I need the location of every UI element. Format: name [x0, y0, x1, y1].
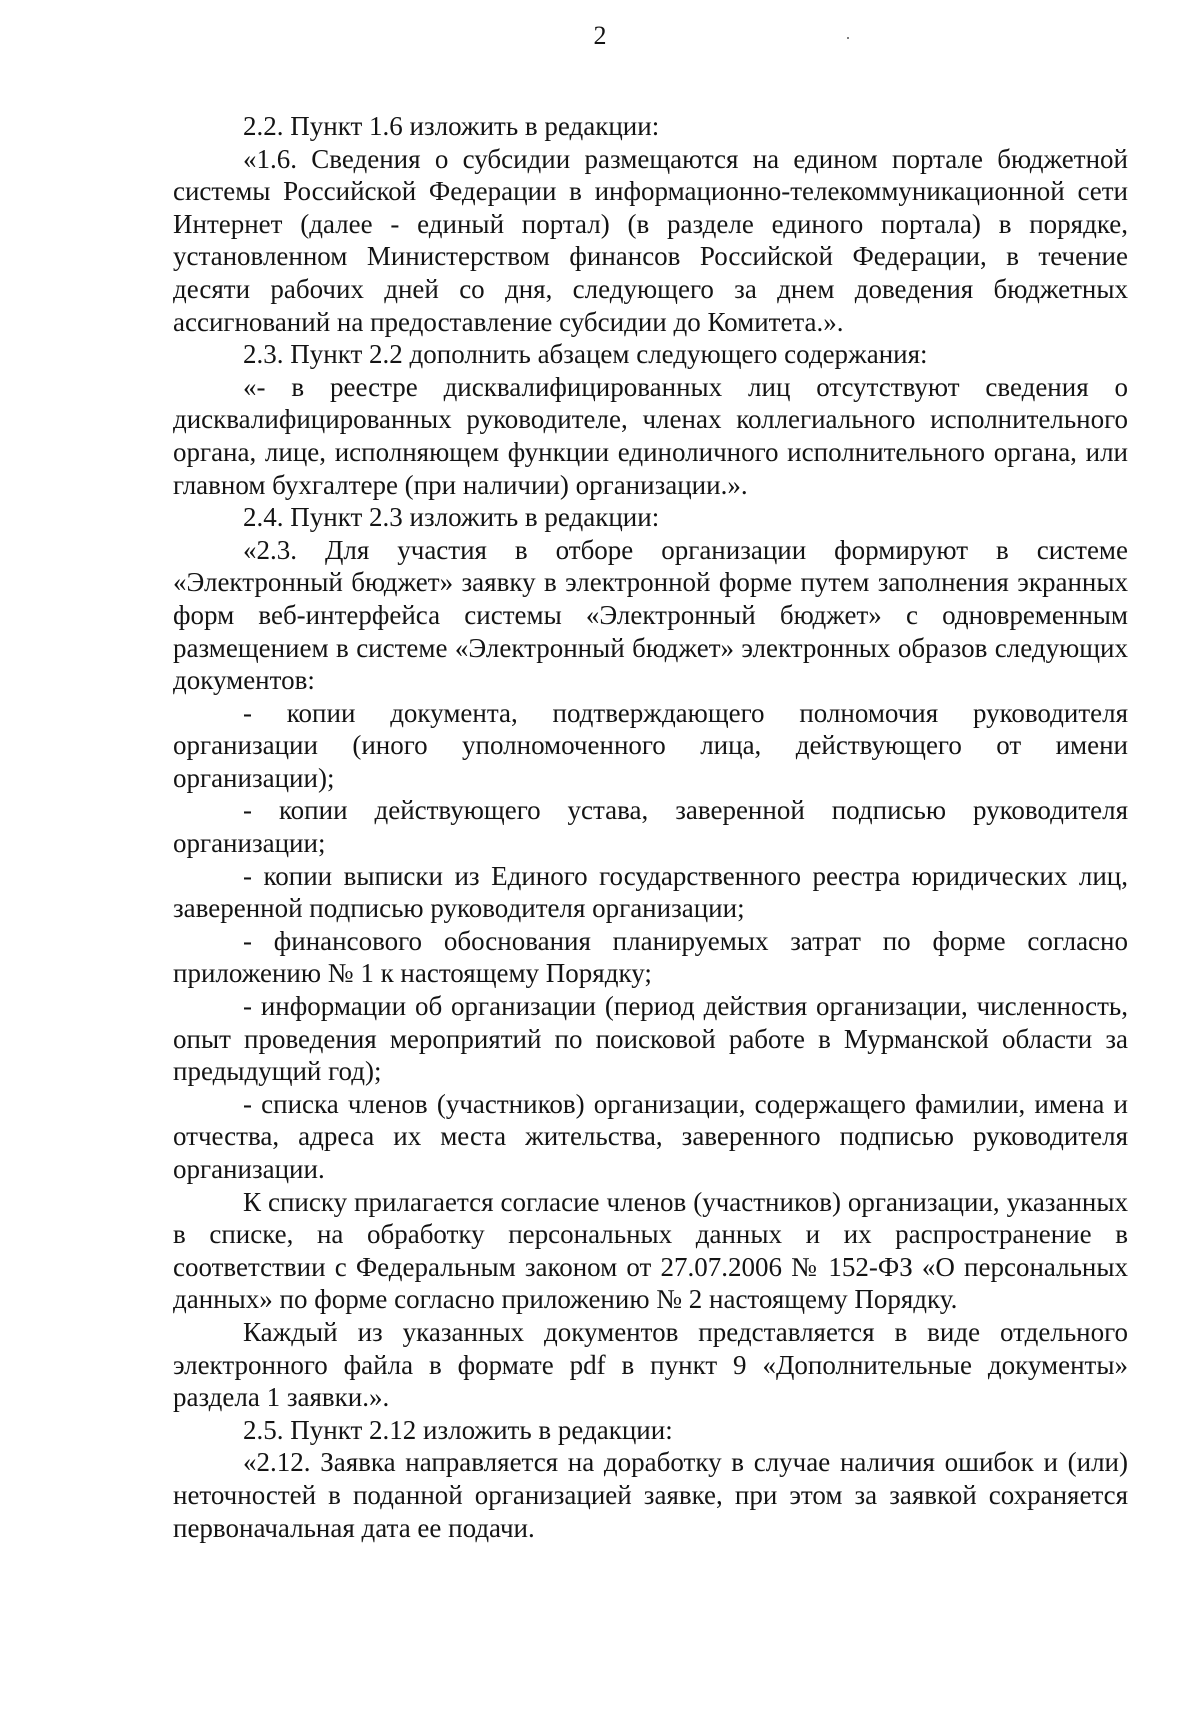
list-item-authority-document: - копии документа, подтверждающего полномочия руководителя организации (иного уполномоченного лица, действующего от имени организации); — [173, 697, 1128, 793]
list-item-financial-justification: - финансового обоснования планируемых затрат по форме согласно приложению № 1 к настоящему Порядку; — [173, 925, 1128, 989]
paragraph-2-12-text: «2.12. Заявка направляется на доработку в случае наличия ошибок и (или) неточностей в поданной организацией заявке, при этом за заявкой сохраняется первоначальная дата ее подачи. — [173, 1447, 1128, 1543]
paragraph-2-3-text: «2.3. Для участия в отборе организации формируют в системе «Электронный бюджет» заявку в электронной форме путем заполнения экранных форм веб-интерфейса системы «Электронный бюджет» с одновременным размещением в системе «Электронный бюджет» электронных образов следующих документов: — [173, 534, 1128, 696]
paragraph-disqualified-registry: «- в реестре дисквалифицированных лиц отсутствуют сведения о дисквалифицированных руководителе, членах коллегиального исполнительного органа, лице, исполняющем функции единоличного исполнительного органа, или главном бухгалтере (при наличии) организации.». — [173, 371, 1128, 500]
paragraph-2-3-heading: 2.3. Пункт 2.2 дополнить абзацем следующего содержания: — [243, 339, 928, 370]
paragraph-consent: К списку прилагается согласие членов (участников) организации, указанных в списке, на обработку персональных данных и их распространение в соответствии с Федеральным законом от 27.07.2006 № 152-ФЗ «О персональных данных» по форме согласно приложению № 2 настоящему Порядку. — [173, 1186, 1128, 1315]
list-item-organization-info: - информации об организации (период действия организации, численность, опыт проведения мероприятий по поисковой работе в Мурманской области за предыдущий год); — [173, 991, 1128, 1087]
list-item-registry-extract: - копии выписки из Единого государственного реестра юридических лиц, заверенной подписью руководителя организации; — [173, 860, 1128, 924]
paragraph-2-5-heading: 2.5. Пункт 2.12 изложить в редакции: — [243, 1414, 673, 1445]
list-item-charter: - копии действующего устава, заверенной подписью руководителя организации; — [173, 795, 1128, 859]
scan-artifact-dot — [847, 37, 849, 39]
paragraph-2-2-heading: 2.2. Пункт 1.6 изложить в редакции: — [243, 111, 660, 141]
document-body — [173, 110, 1128, 1544]
page-number: 2 — [593, 21, 607, 50]
paragraph-file-format: Каждый из указанных документов представляется в виде отдельного электронного файла в формате pdf в пункт 9 «Дополнительные документы» раздела 1 заявки.». — [173, 1316, 1128, 1413]
paragraph-2-4-heading: 2.4. Пункт 2.3 изложить в редакции: — [243, 502, 660, 533]
paragraph-1-6-text: «1.6. Сведения о субсидии размещаются на едином портале бюджетной системы Российской Федерации в информационно-телекоммуникационной сети Интернет (далее - единый портал) (в разделе единого портала) в порядке, установленном Министерством финансов Российской Федерации, в течение десяти рабочих дней со дня, следующего за днем доведения бюджетных ассигнований на предоставление субсидии до Комитета.». — [173, 143, 1128, 337]
list-item-members-list: - списка членов (участников) организации, содержащего фамилии, имена и отчества, адреса их места жительства, заверенного подписью руководителя организации. — [173, 1088, 1128, 1184]
